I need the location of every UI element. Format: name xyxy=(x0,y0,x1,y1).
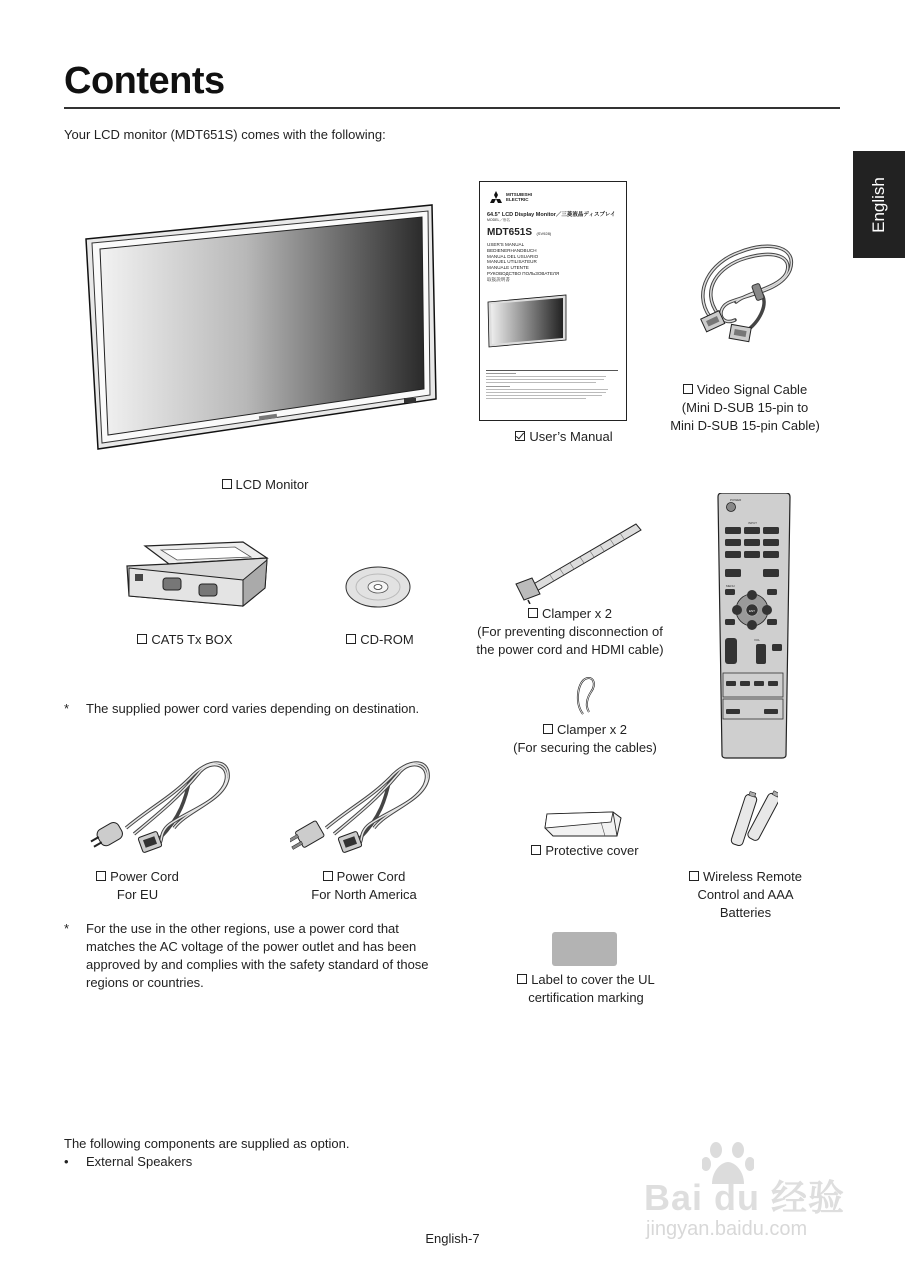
manual-language-list: USER'S MANUAL BEDIENERHANDBUCH MANUAL DEL USUARIO MANUEL UTILISATEUR MANUALE UTENTE РУКОВОДСТВО ПОЛЬЗОВАТЕЛЯ 取扱説明書 xyxy=(487,242,560,282)
power-eu-caption: Power Cord For EU xyxy=(70,868,205,904)
power-cord-note: * The supplied power cord varies depending on destination. xyxy=(64,701,420,716)
ul-label-swatch xyxy=(552,932,617,966)
video-signal-cable-illustration xyxy=(690,232,802,352)
options-intro: The following components are supplied as option. xyxy=(64,1136,350,1151)
clamper-ring-illustration xyxy=(575,676,599,716)
lcd-monitor-checkbox[interactable] xyxy=(222,479,232,489)
clamper2-checkbox[interactable] xyxy=(543,724,553,734)
remote-ent-label: ENT xyxy=(749,609,755,613)
cd-rom-checkbox[interactable] xyxy=(346,634,356,644)
clamper2-caption: Clamper x 2 (For securing the cables) xyxy=(513,722,657,755)
language-tab-label: English xyxy=(869,176,888,233)
power-eu-checkbox[interactable] xyxy=(96,871,106,881)
manual-monitor-image xyxy=(487,294,567,348)
options-list-item: • External Speakers xyxy=(64,1154,193,1169)
manual-subtitle: 64.5" LCD Display Monitor／三菱液晶ディスプレイ xyxy=(487,212,616,218)
aaa-batteries-illustration xyxy=(730,788,778,850)
ul-label-checkbox[interactable] xyxy=(517,974,527,984)
page-footer: English-7 xyxy=(425,1231,480,1246)
protective-cover-caption: Protective cover xyxy=(510,842,660,860)
users-manual-cover xyxy=(479,181,627,421)
lcd-monitor-caption: LCD Monitor xyxy=(170,476,360,494)
remote-control-illustration xyxy=(716,493,792,759)
mitsubishi-logo: MITSUBISHI ELECTRIC xyxy=(488,191,548,205)
remote-caption: Wireless Remote Control and AAA Batteries xyxy=(668,868,823,922)
regions-note: * For the use in the other regions, use a power cord that matches the AC voltage of the power outlet and has been approved by and complies with the safety standard of those regions or countries. xyxy=(64,921,429,990)
ul-label-caption: Label to cover the UL certification marking xyxy=(500,971,672,1007)
cat5-tx-box-illustration xyxy=(125,540,270,610)
protective-cover-checkbox[interactable] xyxy=(531,845,541,855)
users-manual-checkbox[interactable] xyxy=(515,431,525,441)
power-cord-na-illustration xyxy=(290,738,436,862)
remote-vol-label: VOL xyxy=(754,638,761,642)
manual-model-label: MODEL／形名 xyxy=(487,218,510,222)
power-na-caption: Power Cord For North America xyxy=(311,869,417,902)
clamper1-caption: Clamper x 2 (For preventing disconnection of the power cord and HDMI cable) xyxy=(476,606,664,657)
power-na-checkbox[interactable] xyxy=(323,871,333,881)
clamper-tie-illustration xyxy=(510,518,646,604)
users-manual-caption: User’s Manual xyxy=(480,428,648,446)
page-title: Contents xyxy=(64,60,225,102)
remote-power-label: POWER xyxy=(730,498,742,502)
cat5-checkbox[interactable] xyxy=(137,634,147,644)
language-tab[interactable] xyxy=(853,151,905,258)
lcd-monitor-illustration xyxy=(84,203,440,453)
protective-cover-illustration xyxy=(543,808,625,840)
clamper1-checkbox[interactable] xyxy=(528,608,538,618)
remote-power-button[interactable] xyxy=(727,503,736,512)
video-cable-checkbox[interactable] xyxy=(683,384,693,394)
cd-rom-illustration xyxy=(345,565,411,609)
manual-model: MDT651S (SV928) xyxy=(487,227,552,238)
cd-rom-caption: CD-ROM xyxy=(320,631,440,649)
remote-menu-label: MENU xyxy=(726,584,735,588)
cat5-caption: CAT5 Tx BOX xyxy=(110,631,260,649)
title-divider xyxy=(64,107,840,109)
remote-input-label: INPUT xyxy=(748,521,757,525)
remote-checkbox[interactable] xyxy=(689,871,699,881)
video-cable-caption: Video Signal Cable (Mini D-SUB 15-pin to Mini D-SUB 15-pin Cable) xyxy=(670,382,820,433)
intro-text: Your LCD monitor (MDT651S) comes with the following: xyxy=(64,127,386,142)
baidu-watermark: Bai du 经验 jingyan.baidu.com xyxy=(640,1140,870,1250)
mitsubishi-diamonds-icon xyxy=(488,191,504,205)
manual-notice-box xyxy=(486,370,618,405)
power-cord-eu-illustration xyxy=(90,738,236,862)
